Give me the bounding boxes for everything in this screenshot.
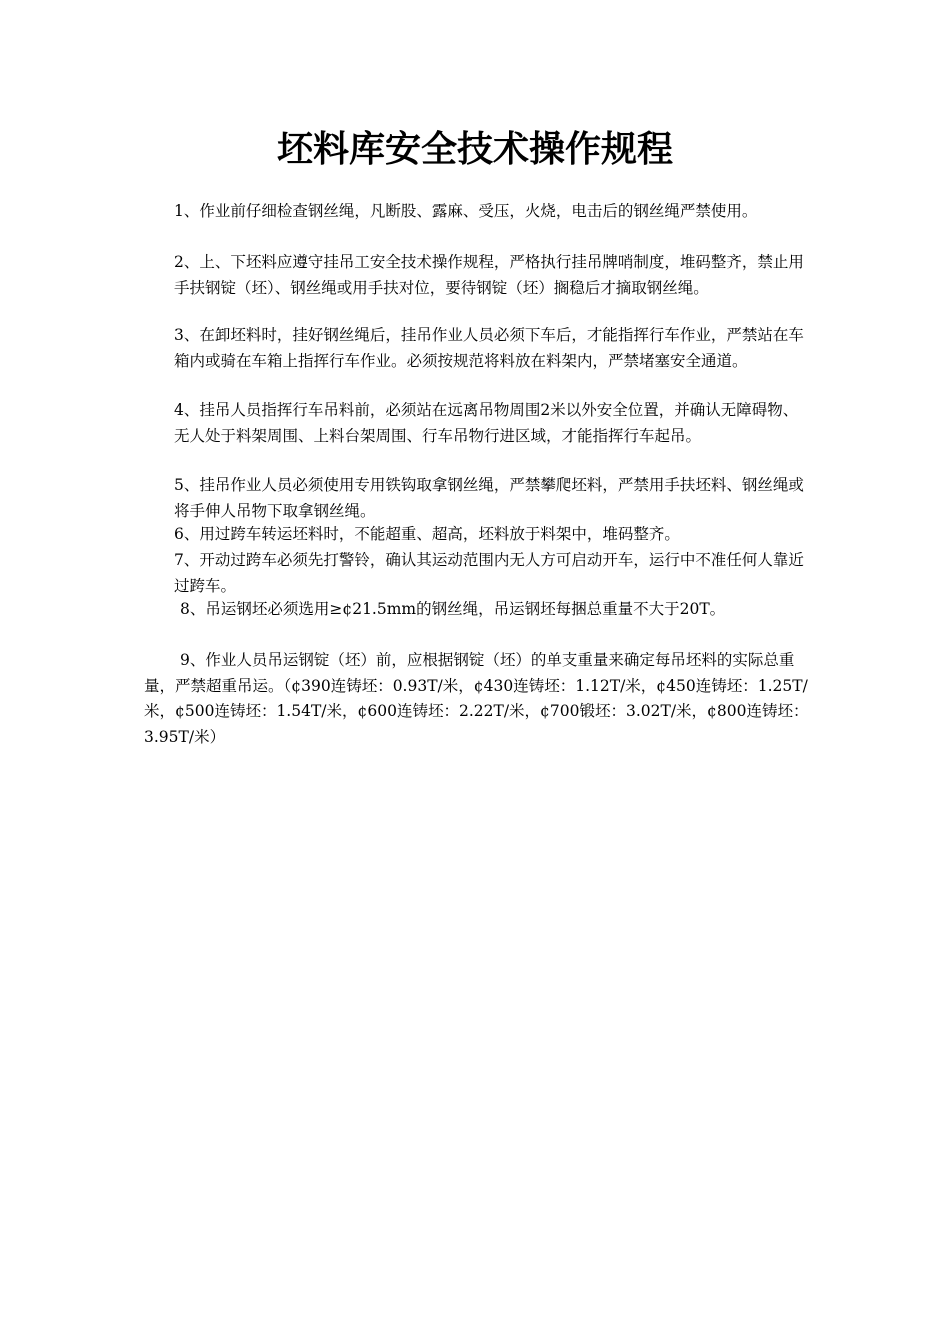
- rule-paragraph-4: 4、挂吊人员指挥行车吊料前，必须站在远离吊物周围2米以外安全位置，并确认无障碍物、无人处于料架周围、上料台架周围、行车吊物行进区域，才能指挥行车起吊。: [174, 401, 799, 445]
- rule-paragraph-8: 8、吊运钢坯必须选用≥¢21.5mm的钢丝绳，吊运钢坯每捆总重量不大于20T。: [180, 600, 726, 618]
- document-title: 坯料库安全技术操作规程: [276, 129, 673, 170]
- rule-paragraph-1: 1、作业前仔细检查钢丝绳，凡断股、露麻、受压，火烧，电击后的钢丝绳严禁使用。: [174, 202, 758, 220]
- rule-paragraph-7: 7、开动过跨车必须先打警铃，确认其运动范围内无人方可启动开车，运行中不准任何人靠近过跨车。: [174, 551, 804, 595]
- rule-paragraph-9: 9、作业人员吊运钢锭（坯）前，应根据钢锭（坯）的单支重量来确定每吊坯料的实际总重量，严禁超重吊运。（¢390连铸坯：0.93T/米，¢430连铸坯：1.12T/米，¢450连铸坯：1.25T/米，¢500连铸坯：1.54T/米，¢600连铸坯：2.22T/米，¢700锻坯：3.02T/米，¢800连铸坯：3.95T/米）: [144, 651, 809, 746]
- rule-paragraph-5: 5、挂吊作业人员必须使用专用铁钩取拿钢丝绳，严禁攀爬坯料，严禁用手扶坯料、钢丝绳或将手伸人吊物下取拿钢丝绳。: [174, 476, 804, 520]
- rule-paragraph-2: 2、上、下坯料应遵守挂吊工安全技术操作规程，严格执行挂吊牌哨制度，堆码整齐，禁止用手扶钢锭（坯）、钢丝绳或用手扶对位，要待钢锭（坯）搁稳后才摘取钢丝绳。: [174, 253, 804, 297]
- rule-paragraph-6: 6、用过跨车转运坯料时，不能超重、超高，坯料放于料架中，堆码整齐。: [174, 525, 680, 543]
- rule-paragraph-3: 3、在卸坯料时，挂好钢丝绳后，挂吊作业人员必须下车后，才能指挥行车作业，严禁站在车箱内或骑在车箱上指挥行车作业。必须按规范将料放在料架内，严禁堵塞安全通道。: [174, 326, 804, 370]
